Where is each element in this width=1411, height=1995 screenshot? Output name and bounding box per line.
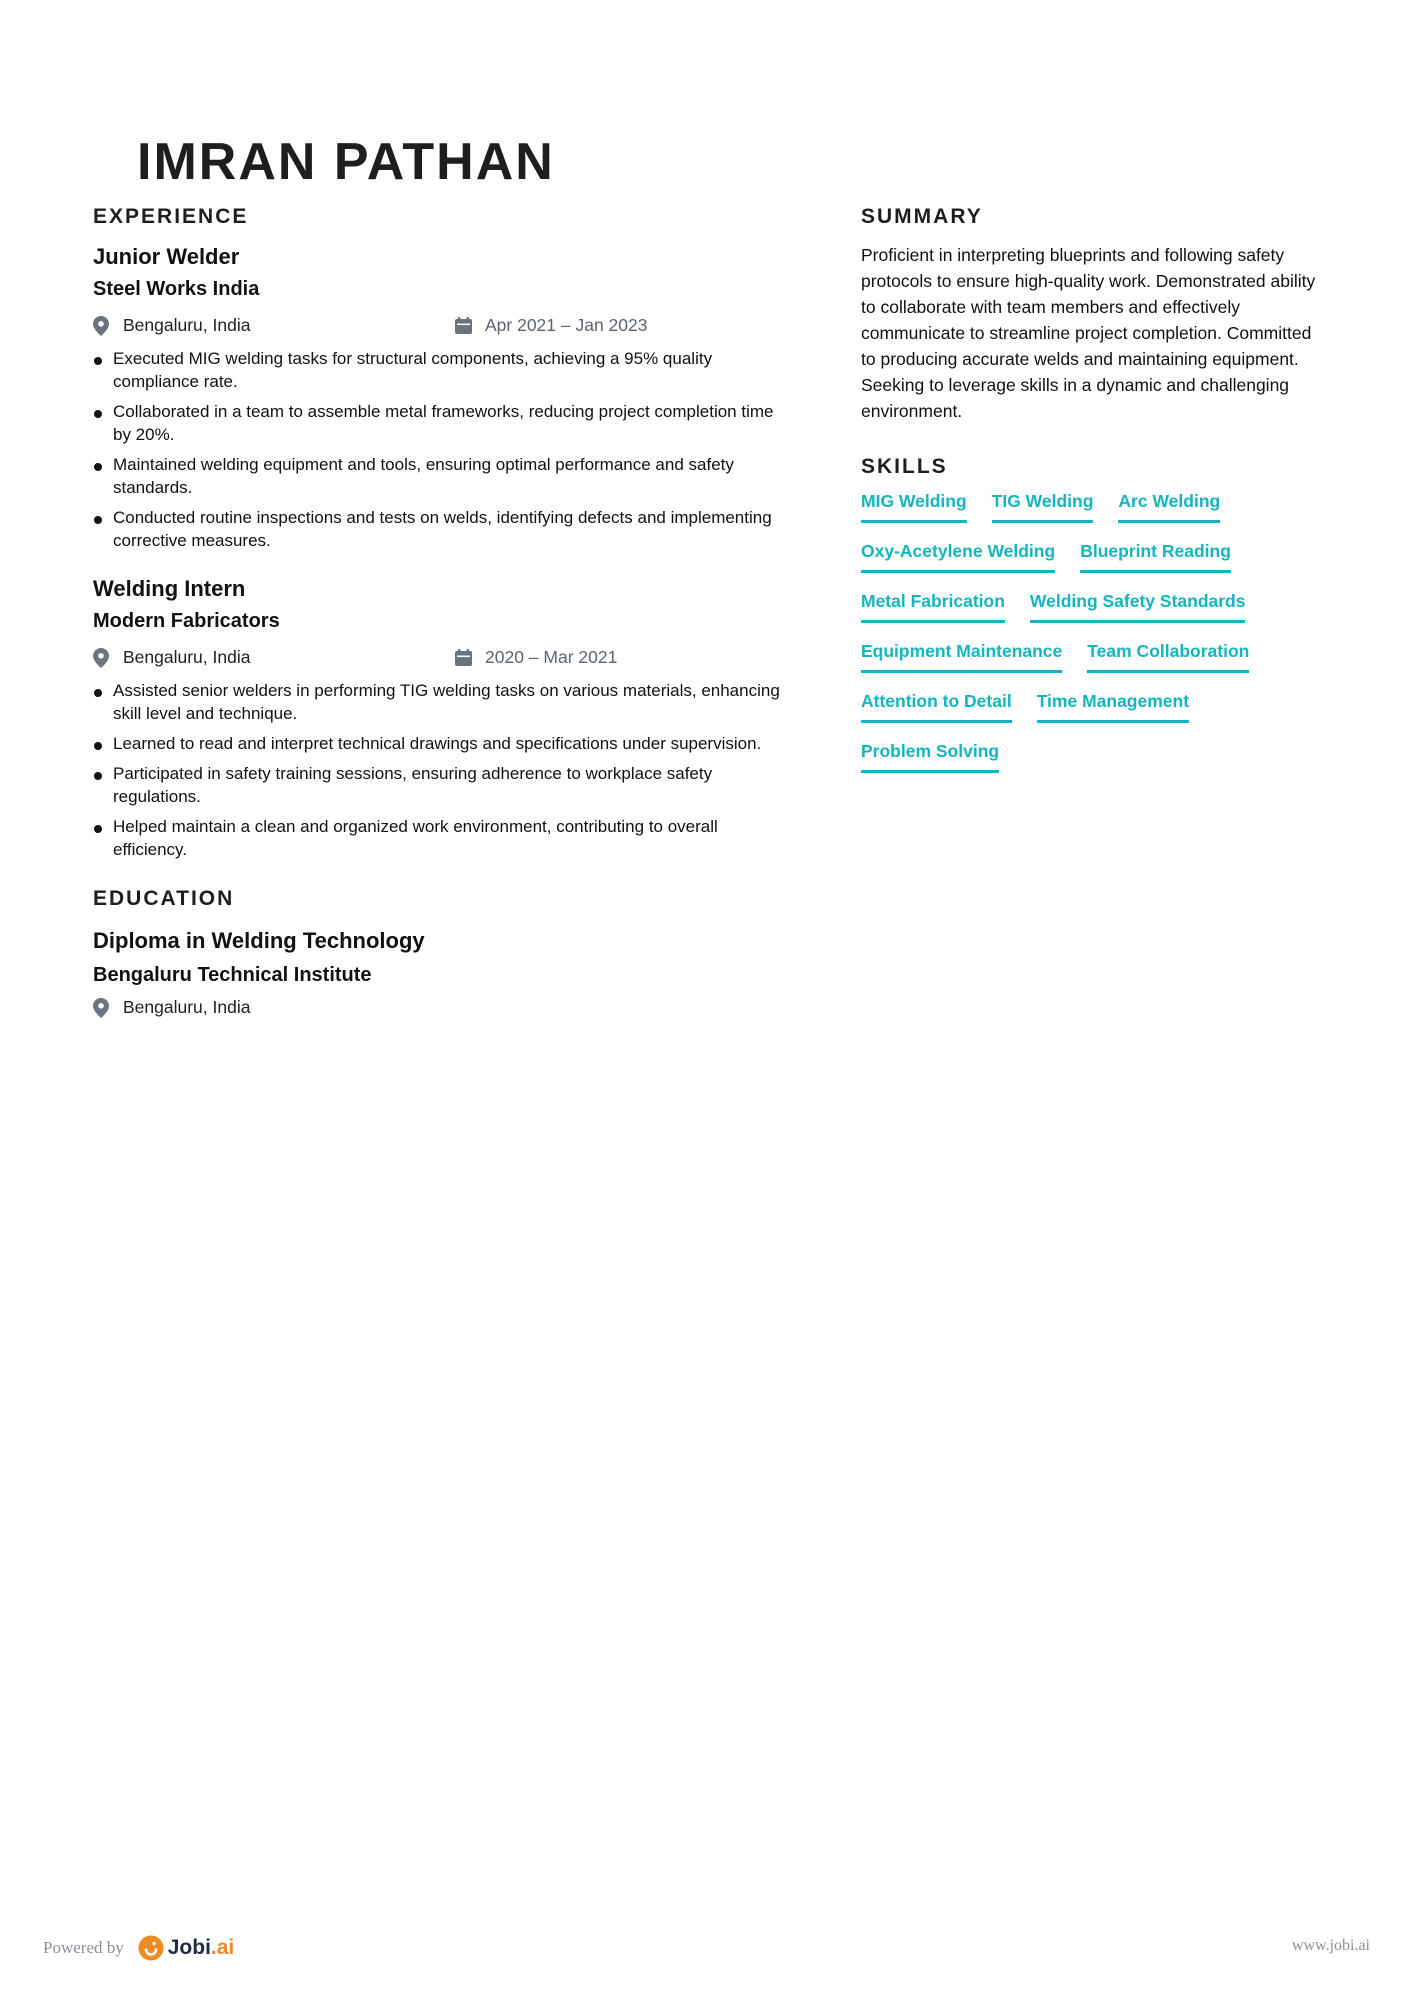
job-location-text: Bengaluru, India [123,647,251,667]
skills-section [861,454,1321,788]
location-pin-icon [93,316,115,336]
summary-text: Proficient in interpreting blueprints and following safety protocols to ensure high-quality work. Demonstrated ability to collaborate with team members and effectively communicate to streamline project completion. Committed to producing accurate welds and maintaining equipment. Seeking to leverage skills in a dynamic and challenging environment. [861,245,1316,421]
education-heading: EDUCATION [93,887,235,910]
footer-website-link[interactable]: www.jobi.ai [1291,1937,1370,1954]
job-meta [93,647,783,673]
brand-main: Jobi [167,1936,211,1959]
skills-list [861,488,1301,788]
job-bullets [93,679,783,861]
school-name: Bengaluru Technical Institute [93,964,372,986]
company-name: Modern Fabricators [93,610,280,632]
job-dates-text: Apr 2021 – Jan 2023 [485,315,648,335]
education-section [93,886,783,1023]
skill-tag: MIG Welding [861,488,967,523]
job-bullet: Participated in safety training sessions, ensuring adherence to workplace safety regulations. [93,762,783,808]
education-location-text: Bengaluru, India [123,997,251,1017]
job-entry [93,242,783,552]
skill-tag: Oxy-Acetylene Welding [861,538,1055,573]
job-title: Welding Intern [93,576,246,601]
job-bullet: Learned to read and interpret technical drawings and specifications under supervision. [93,732,783,755]
job-bullet: Executed MIG welding tasks for structural components, achieving a 95% quality compliance rate. [93,347,783,393]
company-name: Steel Works India [93,278,260,300]
jobi-logo-icon [138,1935,164,1961]
skill-tag: Team Collaboration [1087,638,1249,673]
degree-title: Diploma in Welding Technology [93,928,425,953]
job-meta [93,315,783,341]
job-location [93,315,250,336]
job-location [93,647,250,668]
skill-tag: Blueprint Reading [1080,538,1231,573]
skill-tag: Attention to Detail [861,688,1012,723]
skill-tag: Arc Welding [1118,488,1220,523]
calendar-icon [455,649,477,666]
location-pin-icon [93,648,115,668]
job-bullet: Collaborated in a team to assemble metal frameworks, reducing project completion time by 20%. [93,400,783,446]
experience-heading: EXPERIENCE [93,205,249,228]
job-title: Junior Welder [93,244,240,269]
brand-suffix: .ai [210,1936,235,1959]
job-dates [455,647,617,668]
job-location-text: Bengaluru, India [123,315,251,335]
candidate-name: IMRAN PATHAN [137,133,555,191]
brand-name[interactable] [168,1936,235,1960]
job-bullets [93,347,783,552]
job-bullet: Helped maintain a clean and organized work environment, contributing to overall efficiency. [93,815,783,861]
education-location [93,997,250,1018]
job-bullet: Maintained welding equipment and tools, ensuring optimal performance and safety standards. [93,453,783,499]
job-bullet: Assisted senior welders in performing TIG welding tasks on various materials, enhancing skill level and technique. [93,679,783,725]
calendar-icon [455,317,477,334]
skill-tag: Welding Safety Standards [1030,588,1246,623]
job-dates [455,315,648,336]
skill-tag: Metal Fabrication [861,588,1005,623]
location-pin-icon [93,998,115,1018]
footer-powered-by [43,1935,234,1961]
skill-tag: Equipment Maintenance [861,638,1062,673]
job-dates-text: 2020 – Mar 2021 [485,647,618,667]
summary-heading: SUMMARY [861,205,983,228]
skill-tag: Problem Solving [861,738,999,773]
powered-by-text: Powered by [43,1938,124,1957]
left-column [93,204,783,1023]
education-meta [93,997,783,1023]
skill-tag: Time Management [1037,688,1189,723]
skill-tag: TIG Welding [992,488,1094,523]
right-column [861,204,1321,788]
job-bullet: Conducted routine inspections and tests on welds, identifying defects and implementing corrective measures. [93,506,783,552]
skills-heading: SKILLS [861,455,948,478]
job-entry [93,574,783,861]
